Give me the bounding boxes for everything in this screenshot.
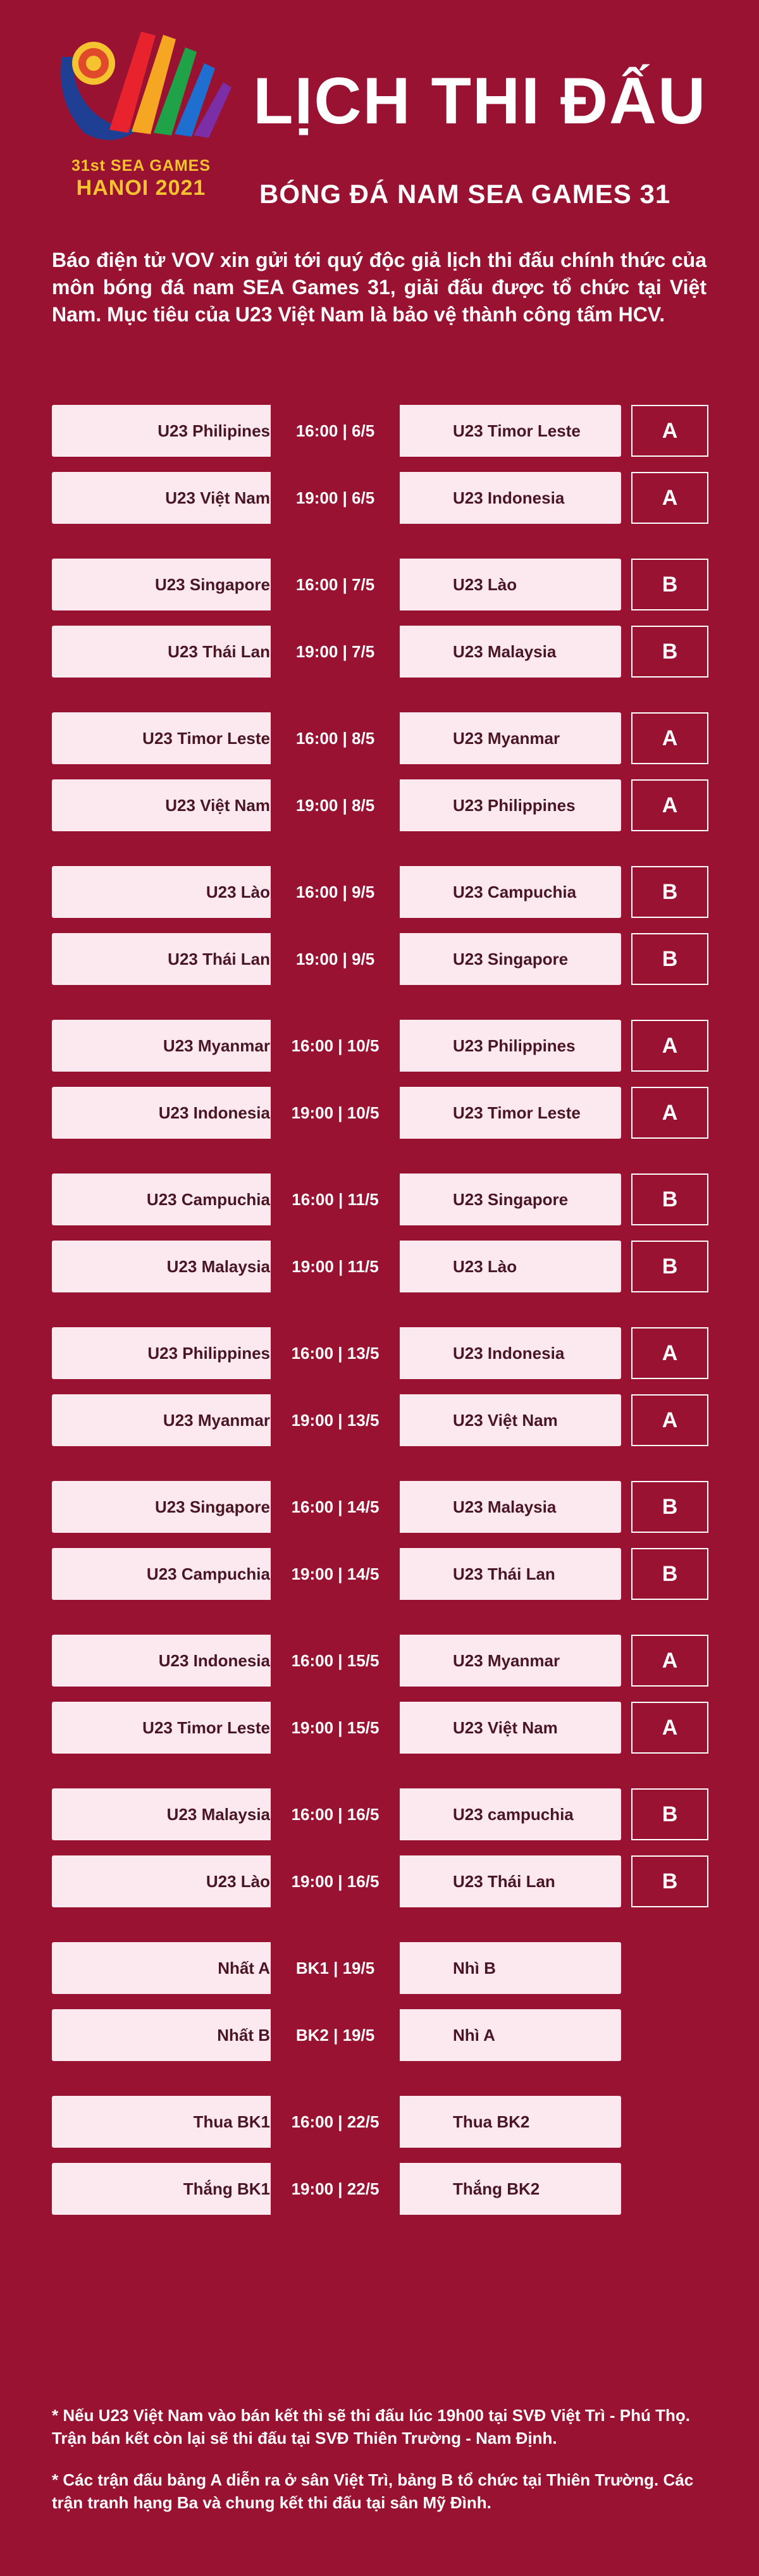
group-label: A bbox=[631, 1327, 708, 1379]
away-team: U23 Singapore bbox=[453, 1190, 569, 1209]
home-team: U23 Việt Nam bbox=[165, 796, 270, 815]
match-teams-box bbox=[52, 1548, 621, 1600]
match-teams-box bbox=[52, 559, 621, 610]
home-team: Nhất B bbox=[217, 2026, 270, 2045]
match-time: 16:00 | 8/5 bbox=[271, 712, 400, 764]
sea-games-logo bbox=[49, 13, 233, 202]
away-team: U23 campuchia bbox=[453, 1805, 574, 1824]
match-row bbox=[0, 1942, 759, 1994]
match-time: 16:00 | 16/5 bbox=[271, 1788, 400, 1840]
home-team: Thua BK1 bbox=[193, 2112, 270, 2131]
home-team: U23 Thái Lan bbox=[168, 642, 270, 661]
home-team: U23 Campuchia bbox=[146, 1190, 270, 1209]
home-team: U23 Timor Leste bbox=[142, 729, 270, 748]
home-team: U23 Campuchia bbox=[146, 1564, 270, 1583]
logo-edition-text: 31st SEA GAMES bbox=[71, 157, 211, 175]
group-label: B bbox=[631, 866, 708, 918]
page-title: LỊCH THI ĐẤU bbox=[253, 65, 707, 138]
match-time: 19:00 | 15/5 bbox=[271, 1702, 400, 1754]
home-team: U23 Việt Nam bbox=[165, 488, 270, 507]
match-row bbox=[0, 1635, 759, 1687]
match-row bbox=[0, 2163, 759, 2215]
match-teams-box bbox=[52, 866, 621, 918]
match-time: 19:00 | 7/5 bbox=[271, 626, 400, 678]
match-time: 16:00 | 9/5 bbox=[271, 866, 400, 918]
match-teams-box bbox=[52, 1855, 621, 1907]
match-group bbox=[0, 1635, 759, 1754]
home-team: Nhất A bbox=[218, 1959, 270, 1978]
match-group bbox=[0, 712, 759, 831]
home-team: U23 Lào bbox=[206, 882, 270, 901]
match-group bbox=[0, 405, 759, 524]
match-group bbox=[0, 1942, 759, 2061]
away-team: U23 Philippines bbox=[453, 796, 576, 815]
match-teams-box bbox=[52, 1394, 621, 1446]
away-team: Thua BK2 bbox=[453, 2112, 530, 2131]
match-time: 19:00 | 13/5 bbox=[271, 1394, 400, 1446]
home-team: U23 Malaysia bbox=[166, 1257, 270, 1276]
group-label: A bbox=[631, 1087, 708, 1139]
group-label: B bbox=[631, 1241, 708, 1292]
match-teams-box bbox=[52, 2096, 621, 2148]
match-group bbox=[0, 559, 759, 678]
match-row bbox=[0, 1855, 759, 1907]
schedule bbox=[0, 405, 759, 2250]
notes bbox=[52, 2404, 707, 2533]
match-row bbox=[0, 1241, 759, 1292]
home-team: Thắng BK1 bbox=[183, 2179, 270, 2198]
away-team: U23 Lào bbox=[453, 575, 517, 594]
group-label: B bbox=[631, 559, 708, 610]
note-semifinal-venue: * Nếu U23 Việt Nam vào bán kết thì sẽ thi đấu lúc 19h00 tại SVĐ Việt Trì - Phú Thọ. Trận bán kết còn lại sẽ thi đấu tại SVĐ Thiên Trường - Nam Định. bbox=[52, 2406, 690, 2448]
away-team: U23 Timor Leste bbox=[453, 421, 581, 440]
away-team: U23 Việt Nam bbox=[453, 1718, 558, 1737]
match-time: 19:00 | 9/5 bbox=[271, 933, 400, 985]
match-group bbox=[0, 1327, 759, 1446]
away-team: Nhì B bbox=[453, 1959, 496, 1978]
group-label: B bbox=[631, 1481, 708, 1533]
group-label: B bbox=[631, 1788, 708, 1840]
match-group bbox=[0, 1481, 759, 1600]
match-row bbox=[0, 405, 759, 457]
away-team: U23 Campuchia bbox=[453, 882, 577, 901]
home-team: U23 Indonesia bbox=[158, 1103, 270, 1122]
match-row bbox=[0, 2009, 759, 2061]
match-time: 19:00 | 22/5 bbox=[271, 2163, 400, 2215]
home-team: U23 Singapore bbox=[154, 575, 270, 594]
match-row bbox=[0, 1394, 759, 1446]
match-time: BK1 | 19/5 bbox=[271, 1942, 400, 1994]
away-team: U23 Malaysia bbox=[453, 642, 557, 661]
match-teams-box bbox=[52, 1942, 621, 1994]
away-team: U23 Singapore bbox=[453, 950, 569, 969]
group-label: B bbox=[631, 1548, 708, 1600]
match-time: 19:00 | 14/5 bbox=[271, 1548, 400, 1600]
note-group-venues: * Các trận đấu bảng A diễn ra ở sân Việt Trì, bảng B tổ chức tại Thiên Trường. Các trận tranh hạng Ba và chung kết thi đấu tại sân Mỹ Đình. bbox=[52, 2470, 694, 2512]
group-label: B bbox=[631, 1173, 708, 1225]
match-row bbox=[0, 559, 759, 610]
home-team: U23 Philipines bbox=[157, 421, 270, 440]
match-teams-box bbox=[52, 1788, 621, 1840]
away-team: U23 Thái Lan bbox=[453, 1872, 555, 1891]
group-label: A bbox=[631, 405, 708, 457]
home-team: U23 Malaysia bbox=[166, 1805, 270, 1824]
match-row bbox=[0, 1087, 759, 1139]
home-team: U23 Indonesia bbox=[158, 1651, 270, 1670]
match-teams-box bbox=[52, 405, 621, 457]
match-teams-box bbox=[52, 626, 621, 678]
match-teams-box bbox=[52, 1327, 621, 1379]
match-group bbox=[0, 2096, 759, 2215]
match-row bbox=[0, 1548, 759, 1600]
away-team: U23 Indonesia bbox=[453, 1344, 565, 1363]
group-label: A bbox=[631, 779, 708, 831]
home-team: U23 Thái Lan bbox=[168, 950, 270, 969]
match-time: 19:00 | 6/5 bbox=[271, 472, 400, 524]
match-row bbox=[0, 1327, 759, 1379]
group-label: A bbox=[631, 1635, 708, 1687]
away-team: U23 Thái Lan bbox=[453, 1564, 555, 1583]
group-label: A bbox=[631, 1020, 708, 1072]
match-row bbox=[0, 1702, 759, 1754]
header bbox=[0, 0, 759, 228]
match-row bbox=[0, 779, 759, 831]
match-teams-box bbox=[52, 1173, 621, 1225]
match-row bbox=[0, 712, 759, 764]
logo-host-text: HANOI 2021 bbox=[76, 176, 206, 200]
group-label: A bbox=[631, 1394, 708, 1446]
away-team: U23 Myanmar bbox=[453, 729, 560, 748]
match-teams-box bbox=[52, 933, 621, 985]
away-team: U23 Lào bbox=[453, 1257, 517, 1276]
away-team: U23 Việt Nam bbox=[453, 1411, 558, 1430]
match-teams-box bbox=[52, 1020, 621, 1072]
match-group bbox=[0, 1788, 759, 1907]
group-label: A bbox=[631, 712, 708, 764]
match-teams-box bbox=[52, 1241, 621, 1292]
match-time: 16:00 | 15/5 bbox=[271, 1635, 400, 1687]
away-team: U23 Myanmar bbox=[453, 1651, 560, 1670]
match-time: 16:00 | 10/5 bbox=[271, 1020, 400, 1072]
match-row bbox=[0, 1788, 759, 1840]
group-label: B bbox=[631, 933, 708, 985]
match-time: 16:00 | 14/5 bbox=[271, 1481, 400, 1533]
page-subtitle: BÓNG ĐÁ NAM SEA GAMES 31 bbox=[259, 179, 671, 209]
match-time: 16:00 | 6/5 bbox=[271, 405, 400, 457]
group-label: B bbox=[631, 626, 708, 678]
match-time: 19:00 | 8/5 bbox=[271, 779, 400, 831]
home-team: U23 Timor Leste bbox=[142, 1718, 270, 1737]
match-group bbox=[0, 1020, 759, 1139]
away-team: Thắng BK2 bbox=[453, 2179, 540, 2198]
away-team: U23 Malaysia bbox=[453, 1497, 557, 1516]
match-time: 19:00 | 16/5 bbox=[271, 1855, 400, 1907]
match-teams-box bbox=[52, 779, 621, 831]
match-time: 19:00 | 10/5 bbox=[271, 1087, 400, 1139]
home-team: U23 Myanmar bbox=[163, 1411, 270, 1430]
match-time: 16:00 | 7/5 bbox=[271, 559, 400, 610]
match-group bbox=[0, 866, 759, 985]
match-teams-box bbox=[52, 1702, 621, 1754]
match-teams-box bbox=[52, 1481, 621, 1533]
away-team: Nhì A bbox=[453, 2026, 495, 2045]
match-row bbox=[0, 1481, 759, 1533]
match-row bbox=[0, 1173, 759, 1225]
match-teams-box bbox=[52, 2009, 621, 2061]
group-label: A bbox=[631, 472, 708, 524]
home-team: U23 Myanmar bbox=[163, 1036, 270, 1055]
match-row bbox=[0, 866, 759, 918]
match-time: 16:00 | 11/5 bbox=[271, 1173, 400, 1225]
match-row bbox=[0, 933, 759, 985]
match-group bbox=[0, 1173, 759, 1292]
match-time: BK2 | 19/5 bbox=[271, 2009, 400, 2061]
match-row bbox=[0, 1020, 759, 1072]
match-teams-box bbox=[52, 1087, 621, 1139]
match-row bbox=[0, 626, 759, 678]
away-team: U23 Timor Leste bbox=[453, 1103, 581, 1122]
group-label: A bbox=[631, 1702, 708, 1754]
sea-games-emblem-icon bbox=[49, 13, 233, 164]
away-team: U23 Indonesia bbox=[453, 488, 565, 507]
match-teams-box bbox=[52, 2163, 621, 2215]
match-time: 16:00 | 22/5 bbox=[271, 2096, 400, 2148]
match-teams-box bbox=[52, 472, 621, 524]
home-team: U23 Singapore bbox=[154, 1497, 270, 1516]
group-label: B bbox=[631, 1855, 708, 1907]
match-time: 16:00 | 13/5 bbox=[271, 1327, 400, 1379]
match-teams-box bbox=[52, 712, 621, 764]
home-team: U23 Lào bbox=[206, 1872, 270, 1891]
match-row bbox=[0, 2096, 759, 2148]
match-row bbox=[0, 472, 759, 524]
match-time: 19:00 | 11/5 bbox=[271, 1241, 400, 1292]
away-team: U23 Philippines bbox=[453, 1036, 576, 1055]
match-teams-box bbox=[52, 1635, 621, 1687]
home-team: U23 Philippines bbox=[147, 1344, 270, 1363]
intro-paragraph: Báo điện tử VOV xin gửi tới quý độc giả lịch thi đấu chính thức của môn bóng đá nam SEA Games 31, giải đấu được tổ chức tại Việt Nam. Mục tiêu của U23 Việt Nam là bảo vệ thành công tấm HCV. bbox=[52, 249, 707, 326]
